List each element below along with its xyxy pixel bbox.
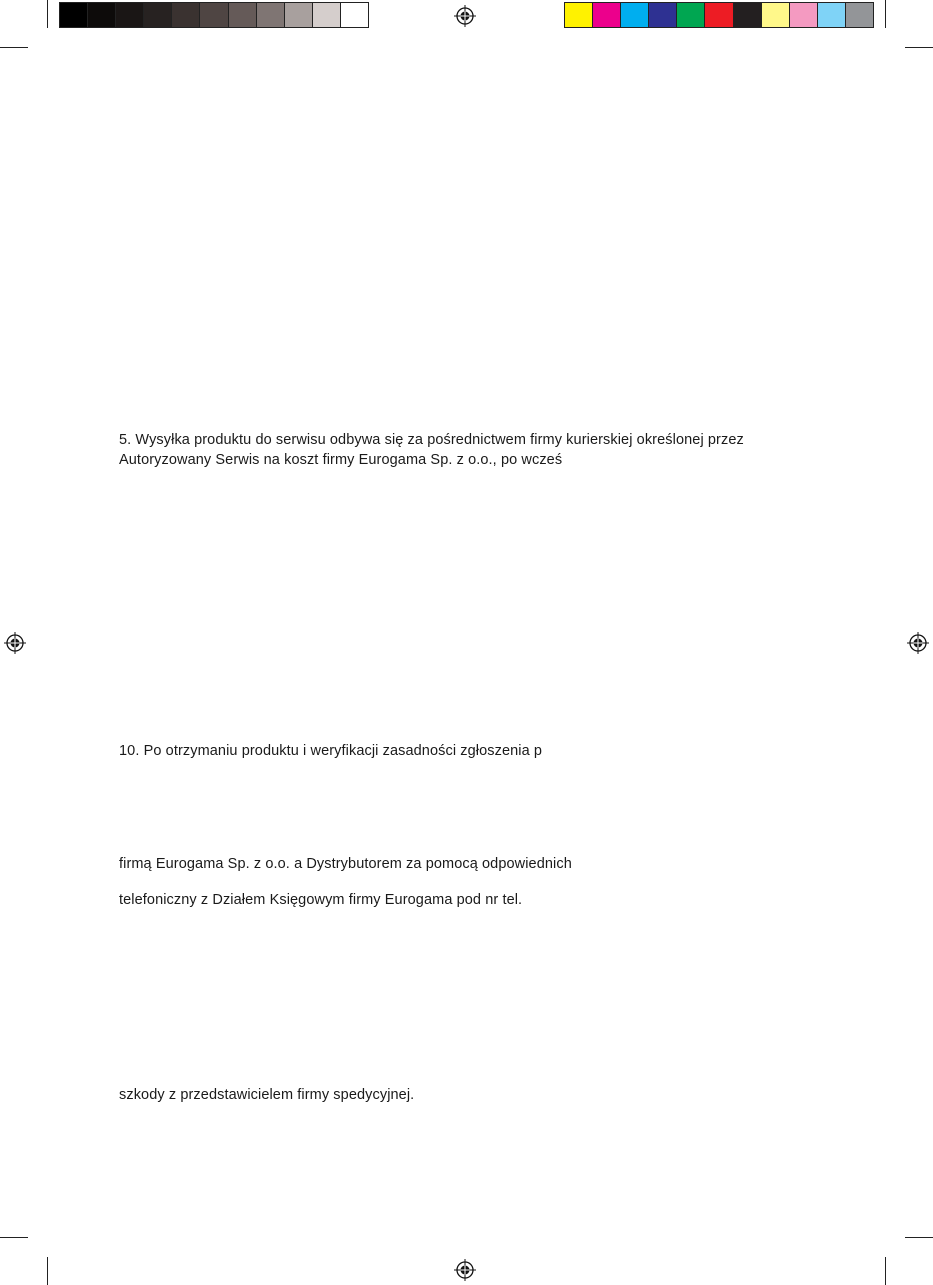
crop-mark <box>885 1257 886 1285</box>
gray-swatch-10 <box>313 3 341 27</box>
color-swatch-8 <box>762 3 790 27</box>
paragraph-5-line-1: 5. Wysyłka produktu do serwisu odbywa się za pośrednictwem firmy kurierskiej określonej przez <box>119 432 744 448</box>
gray-swatch-3 <box>116 3 144 27</box>
color-swatch-6 <box>705 3 733 27</box>
registration-target-icon <box>907 632 929 654</box>
text-line-damage: szkody z przedstawicielem firmy spedycyjnej. <box>119 1087 415 1103</box>
crop-mark <box>0 47 28 48</box>
text-line-distributor: firmą Eurogama Sp. z o.o. a Dystrybutorem za pomocą odpowiednich <box>119 856 572 872</box>
gray-swatch-9 <box>285 3 313 27</box>
crop-mark <box>47 0 48 28</box>
color-swatch-9 <box>790 3 818 27</box>
color-swatch-5 <box>677 3 705 27</box>
crop-mark <box>905 47 933 48</box>
gray-swatch-11 <box>341 3 368 27</box>
color-swatch-7 <box>734 3 762 27</box>
gray-swatch-1 <box>60 3 88 27</box>
registration-target-icon <box>454 5 476 27</box>
registration-target-icon <box>4 632 26 654</box>
color-swatch-3 <box>621 3 649 27</box>
gray-swatch-4 <box>144 3 172 27</box>
color-swatch-1 <box>565 3 593 27</box>
gray-swatch-8 <box>257 3 285 27</box>
color-swatch-10 <box>818 3 846 27</box>
crop-mark <box>0 1237 28 1238</box>
crop-mark <box>47 1257 48 1285</box>
gray-swatch-7 <box>229 3 257 27</box>
paragraph-10-line-1: 10. Po otrzymaniu produktu i weryfikacji zasadności zgłoszenia p <box>119 743 543 759</box>
text-line-telephone: telefoniczny z Działem Księgowym firmy Eurogama pod nr tel. <box>119 892 523 908</box>
registration-target-icon <box>454 1259 476 1281</box>
grayscale-color-bar <box>59 2 369 28</box>
paragraph-5-line-2: Autoryzowany Serwis na koszt firmy Eurogama Sp. z o.o., po wcześ <box>119 452 563 468</box>
crop-mark <box>905 1237 933 1238</box>
gray-swatch-6 <box>200 3 228 27</box>
crop-mark <box>885 0 886 28</box>
process-color-bar <box>564 2 874 28</box>
gray-swatch-5 <box>172 3 200 27</box>
gray-swatch-2 <box>88 3 116 27</box>
color-swatch-4 <box>649 3 677 27</box>
color-swatch-2 <box>593 3 621 27</box>
color-swatch-11 <box>846 3 873 27</box>
